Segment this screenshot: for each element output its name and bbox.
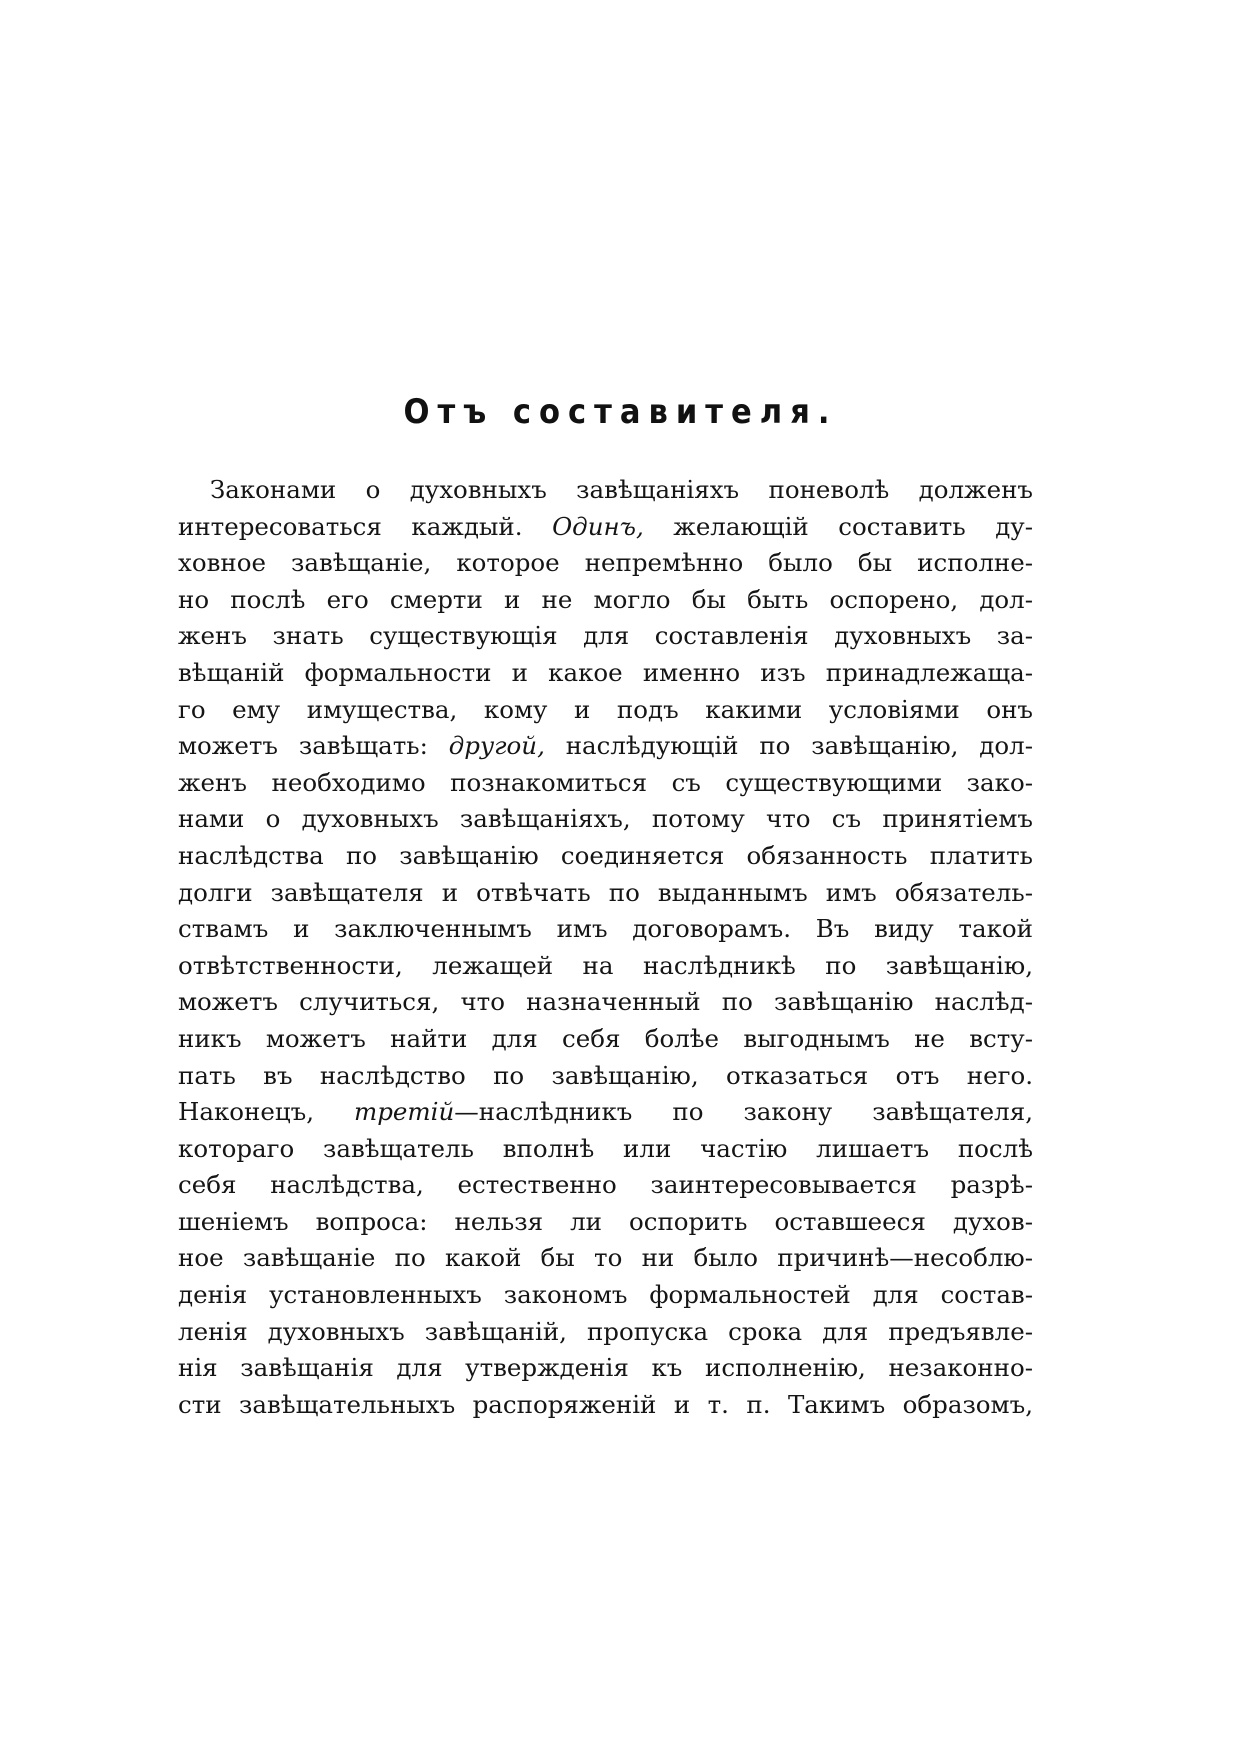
text-line: котораго завѣщатель вполнѣ или частію лишаетъ послѣ <box>178 1133 1033 1163</box>
text-line: интересоваться каждый. Одинъ, желающій составить ду- <box>178 511 1033 541</box>
text-line: вѣщаній формальности и какое именно изъ принадлежаща- <box>178 657 1033 687</box>
text-line: никъ можетъ найти для себя болѣе выгоднымъ не всту- <box>178 1023 1033 1053</box>
text-line: пать въ наслѣдство по завѣщанію, отказаться отъ него. <box>178 1060 1033 1090</box>
text-line: Наконецъ, третій—наслѣдникъ по закону завѣщателя, <box>178 1097 1033 1127</box>
text-line: Законами о духовныхъ завѣщаніяхъ поневолѣ долженъ <box>210 475 1033 504</box>
text-line: долги завѣщателя и отвѣчать по выданнымъ имъ обязатель- <box>178 877 1033 907</box>
text-line: но послѣ его смерти и не могло бы быть оспорено, дол- <box>178 584 1033 614</box>
text-line: женъ знать существующія для составленія духовныхъ за- <box>178 621 1033 651</box>
text-line: себя наслѣдства, естественно заинтересовывается разрѣ- <box>178 1170 1033 1200</box>
emphasis-word: Одинъ, <box>552 511 644 541</box>
text-line: ствамъ и заключеннымъ имъ договорамъ. Въ виду такой <box>178 914 1033 944</box>
text-line: женъ необходимо познакомиться съ существующими зако- <box>178 767 1033 797</box>
text-line: отвѣтственности, лежащей на наслѣдникѣ по завѣщанію, <box>178 950 1033 980</box>
text-line: сти завѣщательныхъ распоряженій и т. п. Такимъ образомъ, <box>178 1389 1033 1419</box>
text-line: денія установленныхъ закономъ формальностей для состав- <box>178 1280 1033 1310</box>
text-line: нія завѣщанія для утвержденія къ исполненію, незаконно- <box>178 1353 1033 1383</box>
text-line: го ему имущества, кому и подъ какими условіями онъ <box>178 694 1033 724</box>
text-line: наслѣдства по завѣщанію соединяется обязанность платить <box>178 840 1033 870</box>
text-line: ное завѣщаніе по какой бы то ни было причинѣ—несоблю- <box>178 1243 1033 1273</box>
preface-paragraph <box>178 472 1033 1423</box>
text-line: нами о духовныхъ завѣщаніяхъ, потому что съ принятіемъ <box>178 804 1033 834</box>
emphasis-word: другой, <box>448 731 545 761</box>
text-line: можетъ завѣщать: другой, наслѣдующій по завѣщанію, дол- <box>178 731 1033 761</box>
text-line: ленія духовныхъ завѣщаній, пропуска срока для предъявле- <box>178 1316 1033 1346</box>
text-line: можетъ случиться, что назначенный по завѣщанію наслѣд- <box>178 987 1033 1017</box>
text-line: ховное завѣщаніе, которое непремѣнно было бы исполне- <box>178 548 1033 578</box>
section-heading: Отъ составителя. <box>403 392 838 432</box>
emphasis-word: третій <box>353 1097 455 1127</box>
text-line: шеніемъ вопроса: нельзя ли оспорить оставшееся духов- <box>178 1206 1033 1236</box>
